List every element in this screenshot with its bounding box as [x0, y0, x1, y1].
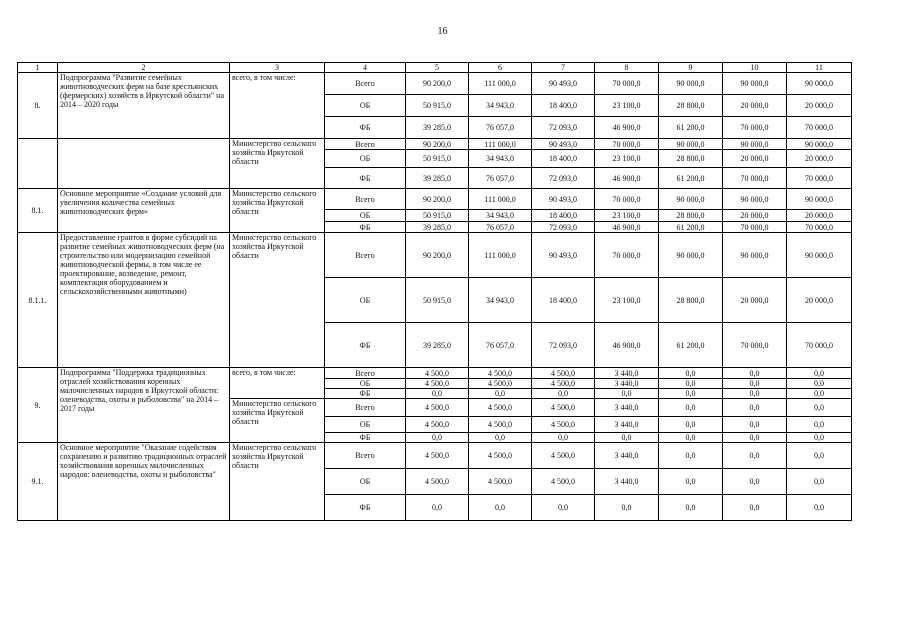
value-cell: 50 915,0: [406, 210, 469, 222]
value-cell: 34 943,0: [469, 95, 532, 117]
column-header: 3: [230, 63, 325, 73]
value-cell: 111 000,0: [469, 233, 532, 278]
funding-type-cell: ОБ: [325, 417, 406, 433]
value-cell: 28 800,0: [659, 150, 723, 168]
value-cell: 0,0: [787, 443, 852, 469]
column-header: 7: [532, 63, 595, 73]
value-cell: 70 000,0: [595, 73, 659, 95]
value-cell: 3 440,0: [595, 399, 659, 417]
funding-type-cell: Всего: [325, 399, 406, 417]
table-row: [18, 368, 852, 379]
row-name-cell: Основное мероприятие "Оказание содействия сохранению и развитию традиционных отраслей хозяйствования коренных малочисленных народов: оленеводства, охоты и рыболовства": [58, 443, 230, 521]
funding-type-cell: ОБ: [325, 210, 406, 222]
value-cell: 28 800,0: [659, 210, 723, 222]
value-cell: 111 000,0: [469, 139, 532, 150]
value-cell: 90 000,0: [659, 73, 723, 95]
value-cell: 20 000,0: [787, 95, 852, 117]
value-cell: 46 900,0: [595, 117, 659, 139]
value-cell: 39 285,0: [406, 117, 469, 139]
value-cell: 0,0: [723, 417, 787, 433]
row-number-cell: 9.: [18, 368, 58, 443]
value-cell: 0,0: [469, 495, 532, 521]
value-cell: 70 000,0: [723, 222, 787, 233]
value-cell: 72 093,0: [532, 117, 595, 139]
value-cell: 90 493,0: [532, 73, 595, 95]
value-cell: 0,0: [787, 368, 852, 379]
value-cell: 90 200,0: [406, 73, 469, 95]
table-row: [18, 443, 852, 469]
value-cell: 70 000,0: [723, 117, 787, 139]
table-row: [18, 233, 852, 278]
value-cell: 72 093,0: [532, 222, 595, 233]
executor-cell: Министерство сельского хозяйства Иркутской области: [230, 399, 325, 443]
value-cell: 70 000,0: [723, 168, 787, 189]
value-cell: 90 000,0: [787, 139, 852, 150]
value-cell: 46 900,0: [595, 222, 659, 233]
table-row: [18, 139, 852, 150]
value-cell: 0,0: [406, 389, 469, 399]
row-name-cell: Основное мероприятие «Создание условий для увеличения количества семейных животноводческих ферм»: [58, 189, 230, 233]
row-number-cell: 9.1.: [18, 443, 58, 521]
value-cell: 0,0: [787, 495, 852, 521]
value-cell: 90 200,0: [406, 233, 469, 278]
table-row: [18, 189, 852, 210]
column-header: 1: [18, 63, 58, 73]
funding-type-cell: ОБ: [325, 150, 406, 168]
value-cell: 111 000,0: [469, 73, 532, 95]
value-cell: 0,0: [723, 389, 787, 399]
value-cell: 39 285,0: [406, 168, 469, 189]
value-cell: 23 100,0: [595, 278, 659, 323]
table-body: [18, 73, 852, 521]
value-cell: 4 500,0: [532, 417, 595, 433]
value-cell: 0,0: [469, 433, 532, 443]
funding-type-cell: ОБ: [325, 379, 406, 389]
funding-type-cell: Всего: [325, 189, 406, 210]
executor-cell: Министерство сельского хозяйства Иркутской области: [230, 233, 325, 368]
value-cell: 23 100,0: [595, 95, 659, 117]
value-cell: 76 057,0: [469, 222, 532, 233]
funding-type-cell: ФБ: [325, 323, 406, 368]
value-cell: 3 440,0: [595, 417, 659, 433]
value-cell: 39 285,0: [406, 323, 469, 368]
column-header: 4: [325, 63, 406, 73]
value-cell: 4 500,0: [469, 399, 532, 417]
value-cell: 20 000,0: [787, 278, 852, 323]
value-cell: 61 200,0: [659, 117, 723, 139]
funding-type-cell: Всего: [325, 233, 406, 278]
value-cell: 0,0: [595, 433, 659, 443]
value-cell: 0,0: [469, 389, 532, 399]
value-cell: 18 400,0: [532, 150, 595, 168]
value-cell: 4 500,0: [406, 469, 469, 495]
value-cell: 90 493,0: [532, 139, 595, 150]
value-cell: 4 500,0: [469, 443, 532, 469]
funding-type-cell: ОБ: [325, 95, 406, 117]
value-cell: 90 000,0: [723, 233, 787, 278]
value-cell: 0,0: [787, 417, 852, 433]
column-header: 2: [58, 63, 230, 73]
value-cell: 4 500,0: [406, 368, 469, 379]
value-cell: 90 000,0: [723, 139, 787, 150]
value-cell: 0,0: [659, 368, 723, 379]
value-cell: 18 400,0: [532, 210, 595, 222]
value-cell: 50 915,0: [406, 278, 469, 323]
value-cell: 70 000,0: [595, 139, 659, 150]
value-cell: 50 915,0: [406, 150, 469, 168]
row-name-cell: Предоставление грантов в форме субсидий на развитие семейных животноводческих ферм (на строительство или модернизацию семейной животноводческой фермы, в том числе ее проектирование, возведение, ремонт, комплектация оборудованием и сельскохозяйственными животными): [58, 233, 230, 368]
value-cell: 50 915,0: [406, 95, 469, 117]
value-cell: 28 800,0: [659, 278, 723, 323]
value-cell: 4 500,0: [532, 379, 595, 389]
column-header: 9: [659, 63, 723, 73]
value-cell: 46 900,0: [595, 168, 659, 189]
value-cell: 0,0: [723, 495, 787, 521]
value-cell: 0,0: [787, 379, 852, 389]
value-cell: 61 200,0: [659, 168, 723, 189]
value-cell: 20 000,0: [723, 95, 787, 117]
value-cell: 0,0: [723, 379, 787, 389]
value-cell: 0,0: [787, 399, 852, 417]
value-cell: 70 000,0: [787, 222, 852, 233]
value-cell: 0,0: [406, 495, 469, 521]
value-cell: 3 440,0: [595, 379, 659, 389]
value-cell: 90 000,0: [787, 189, 852, 210]
row-number-cell: 8.: [18, 73, 58, 139]
executor-cell: Министерство сельского хозяйства Иркутской области: [230, 189, 325, 233]
column-header: 8: [595, 63, 659, 73]
funding-type-cell: Всего: [325, 443, 406, 469]
funding-type-cell: ФБ: [325, 222, 406, 233]
funding-type-cell: ОБ: [325, 469, 406, 495]
value-cell: 90 000,0: [659, 233, 723, 278]
value-cell: 0,0: [659, 417, 723, 433]
funding-type-cell: ОБ: [325, 278, 406, 323]
funding-type-cell: ФБ: [325, 168, 406, 189]
executor-cell: всего, в том числе:: [230, 73, 325, 139]
value-cell: 4 500,0: [469, 469, 532, 495]
value-cell: 76 057,0: [469, 323, 532, 368]
value-cell: 72 093,0: [532, 323, 595, 368]
value-cell: 3 440,0: [595, 368, 659, 379]
value-cell: 20 000,0: [787, 210, 852, 222]
value-cell: 4 500,0: [406, 379, 469, 389]
value-cell: 4 500,0: [406, 417, 469, 433]
row-name-cell: Подпрограмма "Поддержка традиционных отраслей хозяйствования коренных малочисленных народов в Иркутской области: оленеводства, охоты и рыболовства" на 2014 – 2017 годы: [58, 368, 230, 443]
value-cell: 28 800,0: [659, 95, 723, 117]
value-cell: 0,0: [659, 443, 723, 469]
column-header: 10: [723, 63, 787, 73]
value-cell: 61 200,0: [659, 323, 723, 368]
value-cell: 70 000,0: [787, 323, 852, 368]
value-cell: 0,0: [659, 433, 723, 443]
value-cell: 0,0: [659, 495, 723, 521]
value-cell: 90 200,0: [406, 139, 469, 150]
column-header: 11: [787, 63, 852, 73]
funding-type-cell: ФБ: [325, 117, 406, 139]
executor-cell: всего, в том числе:: [230, 368, 325, 399]
value-cell: 20 000,0: [723, 210, 787, 222]
value-cell: 39 285,0: [406, 222, 469, 233]
value-cell: 0,0: [659, 399, 723, 417]
value-cell: 0,0: [659, 379, 723, 389]
value-cell: 90 493,0: [532, 189, 595, 210]
value-cell: 0,0: [532, 495, 595, 521]
value-cell: 23 100,0: [595, 150, 659, 168]
page-number: 16: [437, 26, 448, 37]
value-cell: 0,0: [595, 389, 659, 399]
value-cell: 4 500,0: [469, 368, 532, 379]
funding-type-cell: Всего: [325, 73, 406, 95]
value-cell: 90 000,0: [659, 189, 723, 210]
value-cell: 90 000,0: [787, 233, 852, 278]
value-cell: 4 500,0: [532, 443, 595, 469]
value-cell: 0,0: [723, 469, 787, 495]
value-cell: 90 000,0: [787, 73, 852, 95]
value-cell: 111 000,0: [469, 189, 532, 210]
value-cell: 0,0: [406, 433, 469, 443]
value-cell: 0,0: [787, 389, 852, 399]
value-cell: 46 900,0: [595, 323, 659, 368]
column-header: 5: [406, 63, 469, 73]
value-cell: 90 000,0: [723, 189, 787, 210]
value-cell: 34 943,0: [469, 278, 532, 323]
budget-table: [17, 62, 852, 521]
value-cell: 0,0: [723, 399, 787, 417]
value-cell: 4 500,0: [469, 417, 532, 433]
value-cell: 0,0: [723, 433, 787, 443]
value-cell: 0,0: [595, 495, 659, 521]
funding-type-cell: ФБ: [325, 433, 406, 443]
value-cell: 76 057,0: [469, 117, 532, 139]
value-cell: 23 100,0: [595, 210, 659, 222]
value-cell: 18 400,0: [532, 95, 595, 117]
value-cell: 70 000,0: [595, 233, 659, 278]
row-number-cell: 8.1.1.: [18, 233, 58, 368]
value-cell: 4 500,0: [532, 399, 595, 417]
value-cell: 4 500,0: [532, 469, 595, 495]
value-cell: 3 440,0: [595, 469, 659, 495]
value-cell: 20 000,0: [723, 150, 787, 168]
row-number-cell: [18, 139, 58, 189]
value-cell: 0,0: [659, 389, 723, 399]
value-cell: 90 200,0: [406, 189, 469, 210]
value-cell: 0,0: [723, 443, 787, 469]
value-cell: 3 440,0: [595, 443, 659, 469]
value-cell: 34 943,0: [469, 210, 532, 222]
value-cell: 0,0: [723, 368, 787, 379]
value-cell: 4 500,0: [406, 399, 469, 417]
value-cell: 4 500,0: [532, 368, 595, 379]
value-cell: 0,0: [532, 389, 595, 399]
value-cell: 70 000,0: [787, 168, 852, 189]
value-cell: 90 000,0: [723, 73, 787, 95]
row-number-cell: 8.1.: [18, 189, 58, 233]
funding-type-cell: ФБ: [325, 495, 406, 521]
funding-type-cell: ФБ: [325, 389, 406, 399]
row-name-cell: [58, 139, 230, 189]
value-cell: 0,0: [787, 433, 852, 443]
value-cell: 20 000,0: [787, 150, 852, 168]
executor-cell: Министерство сельского хозяйства Иркутской области: [230, 443, 325, 521]
table-row: [18, 73, 852, 95]
funding-type-cell: Всего: [325, 368, 406, 379]
row-name-cell: Подпрограмма "Развитие семейных животноводческих ферм на базе крестьянских (фермерских) хозяйств в Иркутской области" на 2014 – 2020 годы: [58, 73, 230, 139]
value-cell: 72 093,0: [532, 168, 595, 189]
value-cell: 70 000,0: [723, 323, 787, 368]
value-cell: 4 500,0: [469, 379, 532, 389]
value-cell: 20 000,0: [723, 278, 787, 323]
funding-type-cell: Всего: [325, 139, 406, 150]
value-cell: 90 493,0: [532, 233, 595, 278]
value-cell: 18 400,0: [532, 278, 595, 323]
value-cell: 0,0: [532, 433, 595, 443]
value-cell: 70 000,0: [787, 117, 852, 139]
column-header: 6: [469, 63, 532, 73]
value-cell: 4 500,0: [406, 443, 469, 469]
value-cell: 90 000,0: [659, 139, 723, 150]
header-row: [18, 63, 852, 73]
value-cell: 34 943,0: [469, 150, 532, 168]
value-cell: 0,0: [787, 469, 852, 495]
value-cell: 70 000,0: [595, 189, 659, 210]
value-cell: 76 057,0: [469, 168, 532, 189]
value-cell: 61 200,0: [659, 222, 723, 233]
value-cell: 0,0: [659, 469, 723, 495]
executor-cell: Министерство сельского хозяйства Иркутской области: [230, 139, 325, 189]
